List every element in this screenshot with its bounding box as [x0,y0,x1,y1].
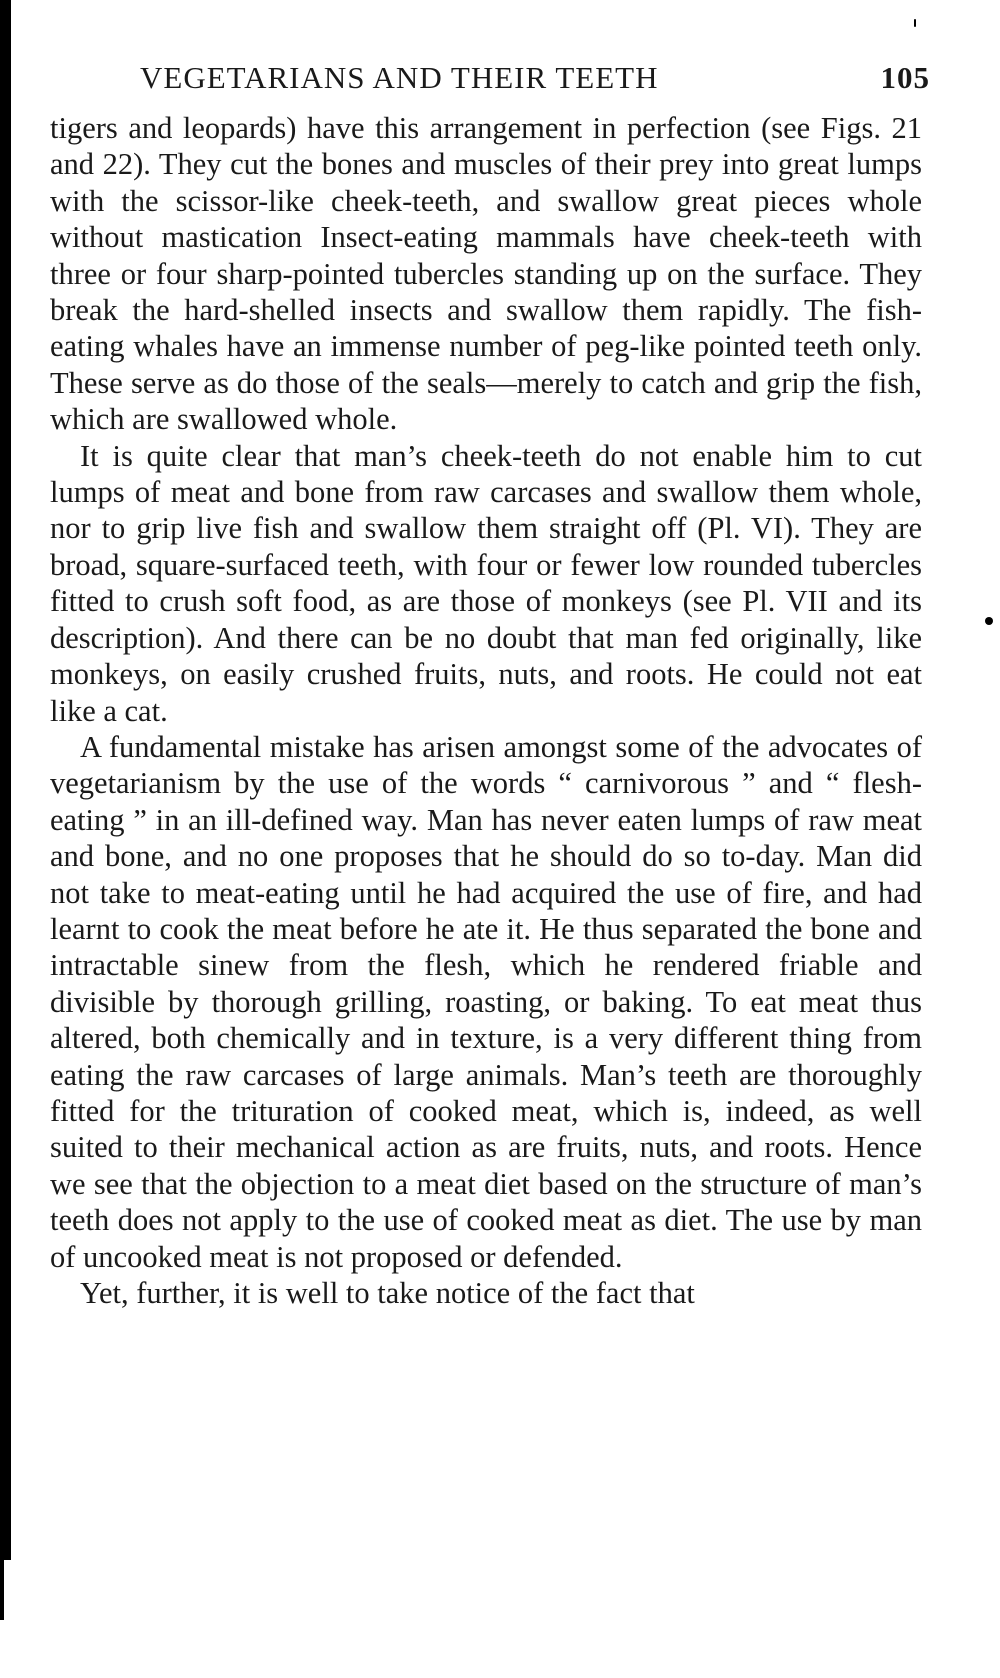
paragraph: Yet, further, it is well to take notice of the fact that [80,1276,695,1310]
ink-speck [985,617,993,625]
ink-speck [914,19,916,27]
paragraph-continued: tigers and leopards) have this arrangement in perfection (see Figs. 21 and 22). They cut the bones and muscles of their prey into great lumps with the scissor-like cheek-teeth, and swallow great pieces whole without mastication Insect-eating mammals have cheek-teeth with three or four sharp-pointed tubercles standing up on the surface. They break the hard-shelled insects and swallow them rapidly. The fish-eating whales have an immense number of peg-like pointed teeth only. These serve as do those of the seals—merely to catch and grip the fish, which are swallowed whole. [50,111,922,437]
body-text [50,110,922,1311]
running-head [140,56,930,100]
running-title: VEGETARIANS AND THEIR TEETH [140,60,659,95]
page-left-edge-shadow-tail [0,1560,4,1620]
paragraph: It is quite clear that man’s cheek-teeth do not enable him to cut lumps of meat and bone from raw carcases and swallow them whole, nor to grip live fish and swallow them straight off (Pl. VI). They are broad, square-surfaced teeth, with four or fewer low rounded tubercles fitted to crush soft food, as are those of monkeys (see Pl. VII and its description). And there can be no doubt that man fed originally, like monkeys, on easily crushed fruits, nuts, and roots. He could not eat like a cat. [50,438,922,728]
paragraph: A fundamental mistake has arisen amongst some of the advocates of vegetarianism by the use of the words “ carnivorous ” and “ flesh-eating ” in an ill-defined way. Man has never eaten lumps of raw meat and bone, and no one proposes that he should do so to-day. Man did not take to meat-eating until he had acquired the use of fire, and had learnt to cook the meat before he ate it. He thus separated the bone and intractable sinew from the flesh, which he rendered friable and divisible by thorough grilling, roasting, or baking. To eat meat thus altered, both chemically and in texture, is a very different thing from eating the raw carcases of large animals. Man’s teeth are thoroughly fitted for the trituration of cooked meat, which is, indeed, as well suited to their mechanical action as are fruits, nuts, and roots. Hence we see that the objection to a meat diet based on the structure of man’s teeth does not apply to the use of cooked meat as diet. The use by man of uncooked meat is not proposed or defended. [50,729,922,1274]
page-left-edge-shadow [0,0,11,1560]
page-number: 105 [880,60,930,95]
